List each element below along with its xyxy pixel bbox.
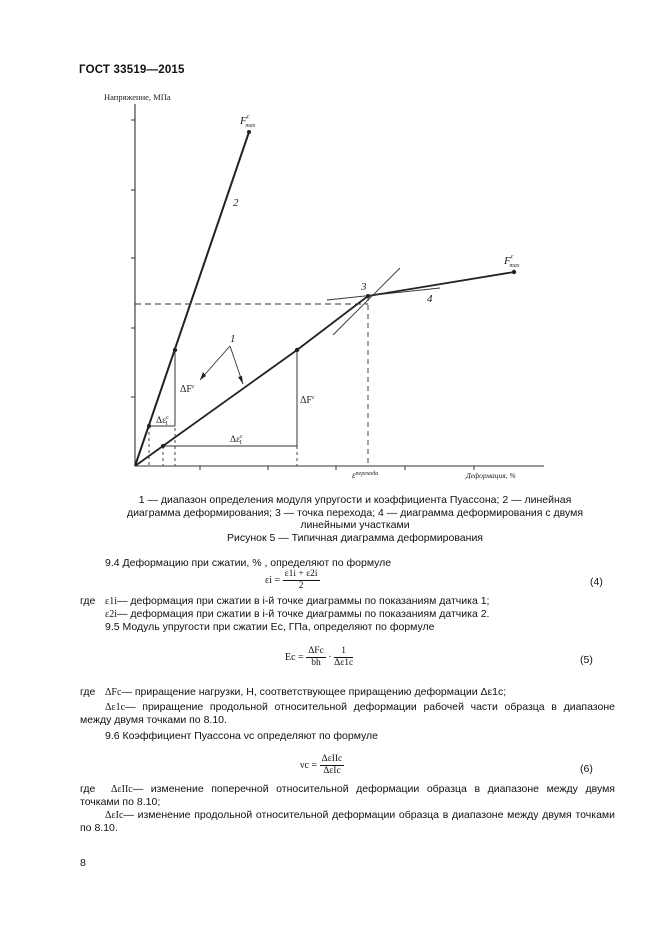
eps-transition-label: $\varepsilon^{перехода}$ bbox=[352, 470, 379, 480]
def-delta-eps1: Δε1c— приращение продольной относительной деформации рабочей части образца в диапазоне между двумя точками по 8.10. bbox=[80, 701, 615, 726]
document-header: ГОСТ 33519—2015 bbox=[79, 64, 185, 76]
label-2: 2 bbox=[233, 197, 239, 209]
def-delta-eps-i: ΔεIc— изменение продольной относительной деформации образца в диапазоне между двумя точками по 8.10. bbox=[80, 809, 615, 834]
section-9-5-intro: 9.5 Модуль упругости при сжатии Ec, ГПа, определяют по формуле bbox=[105, 621, 435, 633]
caption-line-3: линейными участками bbox=[300, 519, 410, 531]
caption-title: Рисунок 5 — Типичная диаграмма деформирования bbox=[226, 531, 483, 544]
def-eps2i: ε2i— деформация при сжатии в i-й точке диаграммы по показаниям датчика 2. bbox=[105, 608, 490, 620]
caption-line-1: 1 — диапазон определения модуля упругости и коэффициента Пуассона; 2 — линейная bbox=[138, 494, 572, 506]
where-9-4: где bbox=[80, 595, 96, 607]
label-1: 1 bbox=[230, 333, 236, 345]
label-4: 4 bbox=[427, 293, 433, 305]
delta-eps-left-label: $\Delta\varepsilon^c$ I bbox=[156, 415, 169, 427]
equation-5-number: (5) bbox=[580, 654, 593, 666]
def-eps1i: ε1i— деформация при сжатии в i-й точке диаграммы по показаниям датчика 1; bbox=[105, 595, 490, 607]
equation-4: εi = $\frac{\varepsilon 1i + \varepsilon 2i}{2}$ bbox=[265, 569, 318, 591]
y-axis-label: Напряжение, МПа bbox=[104, 92, 171, 102]
section-9-4-intro: 9.4 Деформацию при сжатии, % , определяют по формуле bbox=[105, 557, 392, 569]
def-delta-f: ΔFc— приращение нагрузки, Н, соответствующее приращению деформации Δε1c; bbox=[105, 686, 507, 698]
delta-f-right-label: $\Delta F^c$ bbox=[300, 395, 315, 406]
delta-f-left-label: $\Delta F^c$ bbox=[180, 384, 195, 395]
delta-eps-bottom-label: $\Delta\varepsilon^c$ I bbox=[230, 434, 243, 446]
equation-5: Ec = $\frac{\text{ΔFc}}{bh}$ · $\frac{1}{\Delta\varepsilon 1c}$ bbox=[285, 646, 354, 668]
equation-4-number: (4) bbox=[590, 576, 603, 588]
section-9-6-intro: 9.6 Коэффициент Пуассона νc определяют по формуле bbox=[105, 730, 379, 742]
page-number: 8 bbox=[80, 857, 86, 869]
fmax-top-label: $F^c$ max bbox=[240, 114, 256, 129]
equation-6-number: (6) bbox=[580, 763, 593, 775]
fmax-right-label: $F^c$ max bbox=[504, 254, 520, 269]
x-axis-label: Деформация, % bbox=[466, 471, 516, 480]
where-9-5: где bbox=[80, 686, 96, 698]
caption-line-2: диаграмма деформирования; 3 — точка перехода; 4 — диаграмма деформирования с двумя bbox=[126, 506, 584, 519]
label-3: 3 bbox=[361, 281, 367, 293]
where-9-6: где bbox=[80, 783, 96, 795]
figure-caption bbox=[95, 494, 615, 544]
equation-6: νc = $\frac{\text{ΔεIIc}}{\text{ΔεIc}}$ bbox=[300, 754, 343, 776]
def-delta-eps-ii: ΔεIIc— изменение поперечной относительной деформации образца в диапазоне между двумя точками по 8.10; bbox=[80, 783, 615, 808]
linear-curve-2 bbox=[135, 132, 249, 466]
